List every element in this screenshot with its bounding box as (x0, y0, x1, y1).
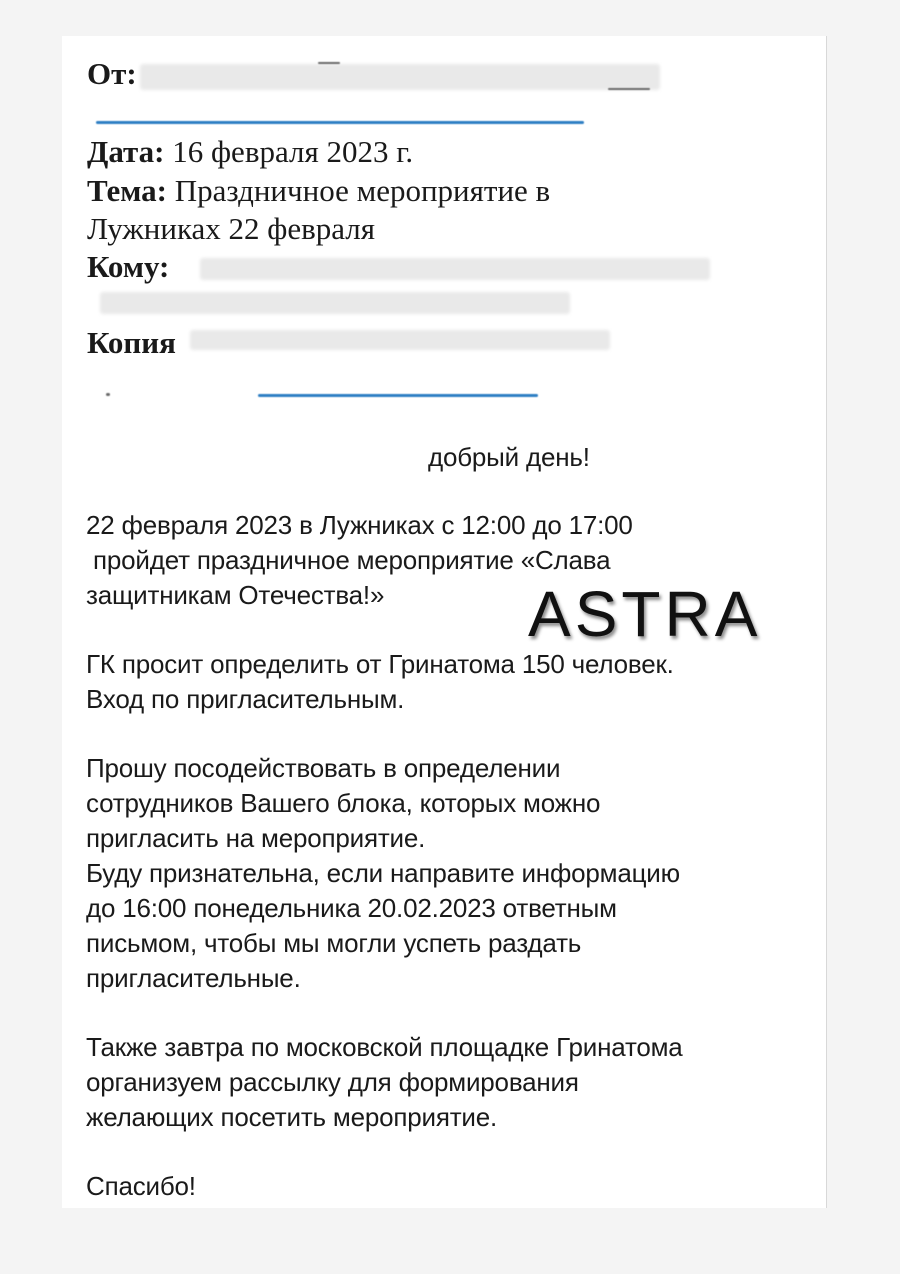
paragraph-3-line: письмом, чтобы мы могли успеть раздать (86, 928, 582, 958)
to-redaction (100, 292, 570, 314)
paragraph-3-line: Прошу посодействовать в определении (86, 753, 561, 783)
from-redaction-mark (318, 62, 340, 64)
subject-label: Тема: (87, 173, 167, 208)
subject-value-line1: Праздничное мероприятие в (174, 173, 551, 208)
paragraph-3-line: Буду признательна, если направите информацию (86, 858, 680, 888)
cc-label: Копия (87, 325, 176, 360)
greeting: добрый день! (428, 442, 590, 472)
watermark: ASTRA (528, 578, 762, 650)
date-value: 16 февраля 2023 г. (172, 134, 414, 169)
subject-row (87, 172, 550, 210)
from-email-redacted-link (96, 121, 584, 124)
paragraph-3-line: до 16:00 понедельника 20.02.2023 ответным (86, 893, 617, 923)
subject-value-line2: Лужниках 22 февраля (87, 211, 376, 246)
from-label: От: (87, 56, 137, 91)
cc-redaction (190, 330, 610, 350)
closing: Спасибо! (86, 1171, 196, 1201)
paragraph-3-line: пригласить на мероприятие. (86, 823, 426, 853)
page-edge-divider (826, 36, 827, 1208)
from-redaction (140, 64, 660, 90)
paragraph-1-line: защитникам Отечества!» (86, 580, 385, 610)
date-label: Дата: (87, 134, 165, 169)
paragraph-3-line: сотрудников Вашего блока, которых можно (86, 788, 601, 818)
cc-email-redacted-link (258, 394, 538, 397)
paragraph-4-line: организуем рассылку для формирования (86, 1067, 579, 1097)
cc-redaction-mark (106, 393, 110, 396)
paragraph-2-line: ГК просит определить от Гринатома 150 человек. (86, 649, 674, 679)
cc-row (87, 324, 176, 362)
to-redaction (200, 258, 710, 280)
paragraph-3-line: пригласительные. (86, 963, 301, 993)
date-row (87, 133, 413, 171)
paragraph-2-line: Вход по пригласительным. (86, 684, 405, 714)
paragraph-1-line: пройдет праздничное мероприятие «Слава (86, 545, 611, 575)
from-row (87, 55, 137, 93)
to-label: Кому: (87, 249, 170, 284)
from-redaction-mark (608, 88, 650, 90)
paragraph-4-line: желающих посетить мероприятие. (86, 1102, 498, 1132)
paragraph-1-line: 22 февраля 2023 в Лужниках с 12:00 до 17:00 (86, 510, 633, 540)
to-row (87, 248, 169, 286)
paragraph-4-line: Также завтра по московской площадке Гринатома (86, 1032, 683, 1062)
subject-row-cont (87, 210, 375, 248)
